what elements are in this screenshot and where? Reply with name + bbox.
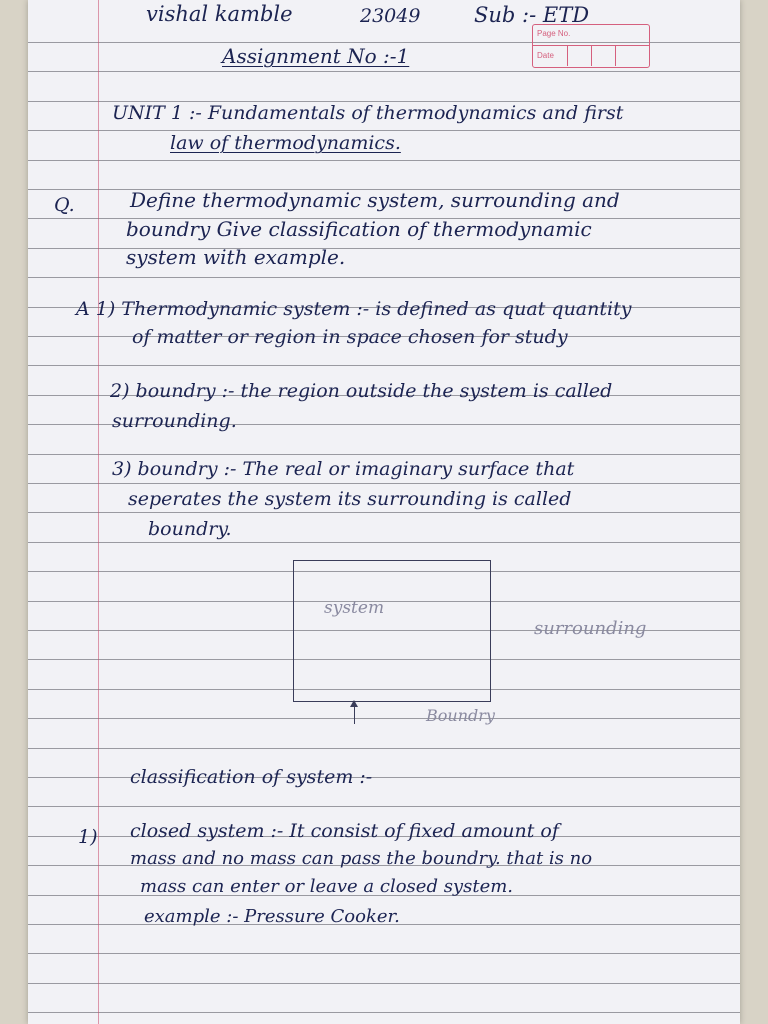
assignment-title: Assignment No :-1	[222, 44, 410, 68]
ruled-line	[28, 1012, 740, 1013]
question-line2: boundry Give classification of thermodynamic	[126, 217, 592, 241]
closed-system-line1: closed system :- It consist of fixed amount of	[130, 820, 559, 842]
classification-heading: classification of system :-	[130, 766, 373, 788]
answer3-line3: boundry.	[148, 518, 232, 540]
ruled-line	[28, 512, 740, 513]
question-marker: Q.	[54, 194, 75, 216]
page-date-stamp	[532, 24, 650, 68]
notebook-page	[28, 0, 740, 1024]
answer3-line2: seperates the system its surrounding is called	[128, 488, 572, 510]
answer2-line1: 2) boundry :- the region outside the system is called	[110, 380, 613, 402]
ruled-line	[28, 71, 740, 72]
ruled-line	[28, 806, 740, 807]
ruled-line	[28, 454, 740, 455]
diagram-boundary-label: Boundry	[426, 706, 495, 725]
answer2-line2: surrounding.	[112, 410, 237, 432]
roll-number: 23049	[360, 5, 421, 27]
ruled-line	[28, 748, 740, 749]
answer1-line1: A 1) Thermodynamic system :- is defined as quat quantity	[76, 298, 632, 320]
question-line3: system with example.	[126, 245, 346, 269]
ruled-line	[28, 483, 740, 484]
closed-system-example: example :- Pressure Cooker.	[144, 906, 400, 927]
unit-title-line2: law of thermodynamics.	[170, 132, 401, 154]
student-name: vishal kamble	[146, 2, 293, 26]
ruled-line	[28, 160, 740, 161]
subject: Sub :- ETD	[474, 3, 590, 27]
ruled-line	[28, 983, 740, 984]
question-line1: Define thermodynamic system, surrounding and	[130, 188, 620, 212]
ruled-line	[28, 277, 740, 278]
answer3-line1: 3) boundry :- The real or imaginary surface that	[112, 458, 575, 480]
stamp-page-label: Page No.	[537, 29, 571, 38]
closed-system-line2: mass and no mass can pass the boundry. that is no	[130, 848, 593, 869]
margin-line	[98, 0, 99, 1024]
ruled-line	[28, 718, 740, 719]
ruled-line	[28, 130, 740, 131]
diagram-system-label: system	[324, 598, 385, 618]
ruled-line	[28, 365, 740, 366]
unit-title-line1: UNIT 1 :- Fundamentals of thermodynamics and first	[112, 102, 624, 124]
ruled-line	[28, 953, 740, 954]
answer1-line2: of matter or region in space chosen for study	[132, 326, 568, 348]
closed-system-line3: mass can enter or leave a closed system.	[140, 876, 514, 897]
closed-system-marker: 1)	[78, 826, 98, 848]
boundary-arrow	[354, 702, 355, 724]
stamp-date-label: Date	[537, 51, 554, 60]
ruled-line	[28, 542, 740, 543]
system-boundary-box	[293, 560, 491, 702]
diagram-surrounding-label: surrounding	[534, 618, 647, 639]
